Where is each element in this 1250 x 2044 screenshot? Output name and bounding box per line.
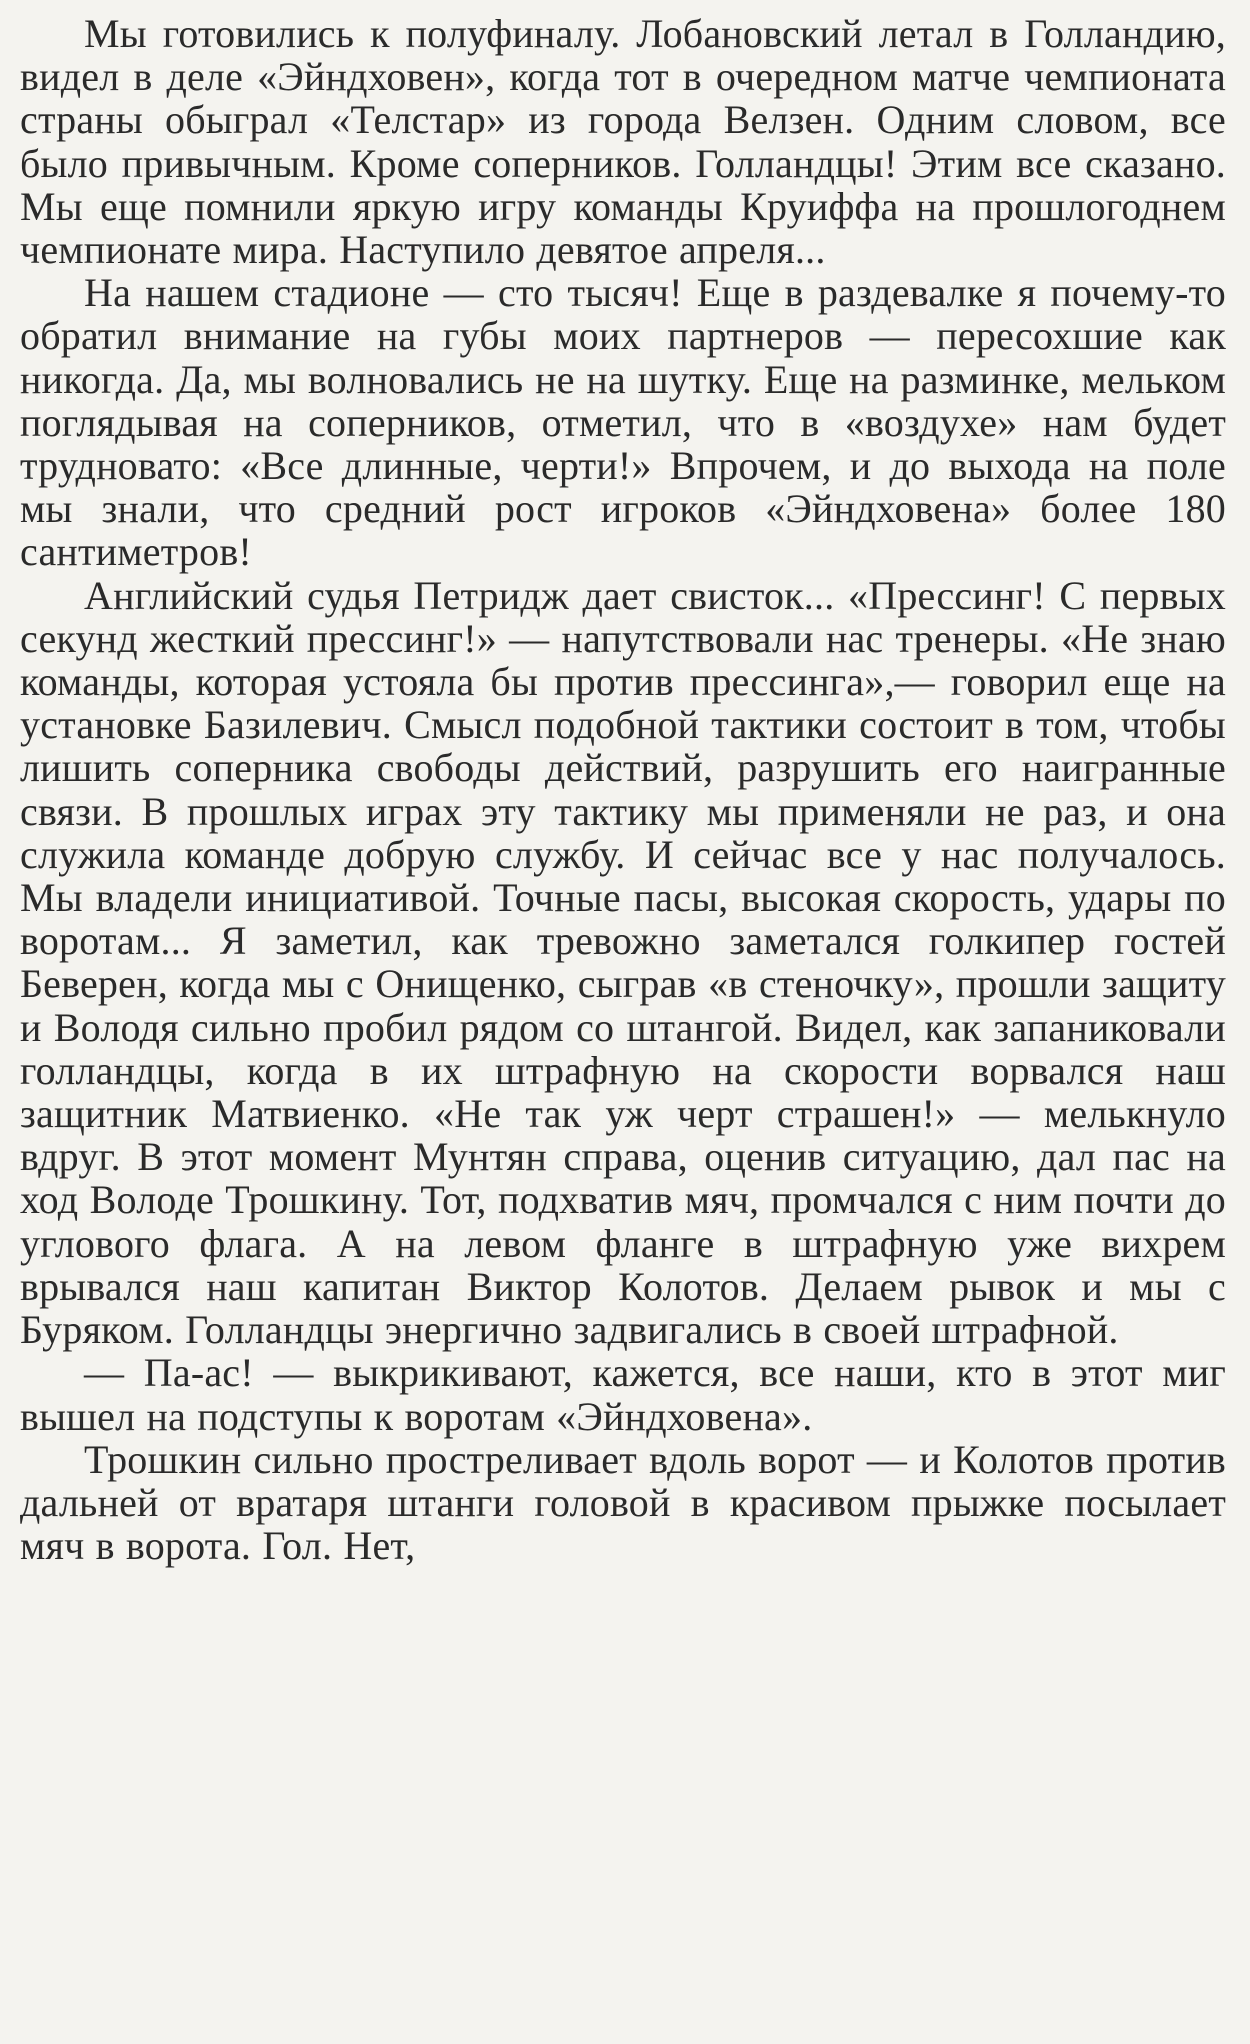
paragraph-4: — Па-ас! — выкрикивают, кажется, все наши, кто в этот миг вышел на подступы к воротам «Эйндховена». [20, 1350, 1226, 1439]
paragraph-2: На нашем стадионе — сто тысяч! Еще в раздевалке я почему-то обратил внимание на губы моих партнеров — пересохшие как никогда. Да, мы волновались не на шутку. Еще на разминке, мельком поглядывая на соперников, отметил, что в «воздухе» нам будет трудновато: «Все длинные, черти!» Впрочем, и до выхода на поле мы знали, что средний рост игроков «Эйндховена» более 180 сантиметров! [20, 270, 1226, 575]
paragraph-1: Мы готовились к полуфиналу. Лобановский летал в Голландию, видел в деле «Эйндховен», когда тот в очередном матче чемпионата страны обыграл «Телстар» из города Велзен. Одним словом, все было привычным. Кроме соперников. Голландцы! Этим все сказано. Мы еще помнили яркую игру команды Круиффа на прошлогоднем чемпионате мира. Наступило девятое апреля... [20, 11, 1226, 273]
paragraph-3: Английский судья Петридж дает свисток... «Прессинг! С первых секунд жесткий прессинг!» — напутствовали нас тренеры. «Не знаю команды, которая устояла бы против прессинга»,— говорил еще на установке Базилевич. Смысл подобной тактики состоит в том, чтобы лишить соперника свободы действий, разрушить его наигранные связи. В прошлых играх эту тактику мы применяли не раз, и она служила команде добрую службу. И сейчас все у нас получалось. Мы владели инициативой. Точные пасы, высокая скорость, удары по воротам... Я заметил, как тревожно заметался голкипер гостей Беверен, когда мы с Онищенко, сыграв «в стеночку», прошли защиту и Володя сильно пробил рядом со штангой. Видел, как запаниковали голландцы, когда в их штрафную на скорости ворвался наш защитник Матвиенко. «Не так уж черт страшен!» — мелькнуло вдруг. В этот момент Мунтян справа, оценив ситуацию, дал пас на ход Володе Трошкину. Тот, подхватив мяч, промчался с ним почти до углового флага. А на левом фланге в штрафную уже вихрем врывался наш капитан Виктор Колотов. Делаем рывок и мы с Буряком. Голландцы энергично задвигались в своей штрафной. [20, 572, 1226, 1353]
paragraph-5: Трошкин сильно простреливает вдоль ворот — и Колотов против дальней от вратаря штанги головой в красивом прыжке посылает мяч в ворота. Гол. Нет, [20, 1436, 1226, 1569]
